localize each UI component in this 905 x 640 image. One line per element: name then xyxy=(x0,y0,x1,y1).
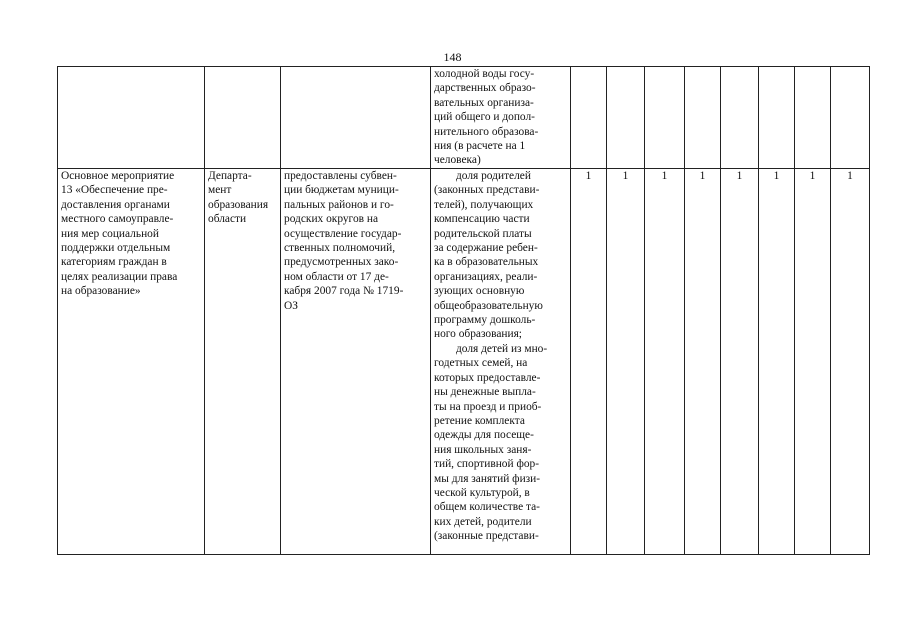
value-cell-empty xyxy=(645,67,685,169)
program-table xyxy=(57,66,870,555)
text-line: ного образования; xyxy=(434,328,522,341)
executor-cell xyxy=(205,169,281,555)
executor-text xyxy=(208,169,277,227)
text-line: вательных организа- xyxy=(434,96,534,109)
text-line: ты на проезд и приоб- xyxy=(434,400,542,413)
text-line: зующих основную xyxy=(434,285,525,298)
text-line: ка в образовательных xyxy=(434,256,539,269)
value-cell-empty xyxy=(685,67,721,169)
text-line: тий, спортивной фор- xyxy=(434,458,540,471)
text-line: мы для занятий физи- xyxy=(434,472,541,485)
value-cell-5: 1 xyxy=(721,169,759,555)
text-line: ких детей, родители xyxy=(434,515,532,528)
text-line: 13 «Обеспечение пре- xyxy=(61,184,168,197)
value-cell-2: 1 xyxy=(607,169,645,555)
text-line: поддержки отдельным xyxy=(61,242,171,255)
value-cell-empty xyxy=(607,67,645,169)
text-line: ОЗ xyxy=(284,299,298,312)
text-line: предоставлены субвен- xyxy=(284,170,397,182)
text-line: общеобразовательную xyxy=(434,299,543,312)
text-line: программу дошколь- xyxy=(434,314,536,327)
value-cell-6: 1 xyxy=(759,169,795,555)
executor-cell-empty xyxy=(205,67,281,169)
text-line: кабря 2007 года № 1719- xyxy=(284,285,404,298)
value-cell-3: 1 xyxy=(645,169,685,555)
text-line: ном области от 17 де- xyxy=(284,270,389,283)
text-line: ния мер социальной xyxy=(61,227,159,240)
value-cell-7: 1 xyxy=(795,169,831,555)
text-line: организациях, реали- xyxy=(434,270,538,283)
text-line: ственных полномочий, xyxy=(284,242,396,255)
value-cell-empty xyxy=(795,67,831,169)
text-line: ретение комплекта xyxy=(434,414,525,427)
activity-text xyxy=(61,169,201,299)
text-line: нительного образова- xyxy=(434,125,539,138)
text-line: образования xyxy=(208,198,269,211)
value-cell-empty xyxy=(571,67,607,169)
text-line: области xyxy=(208,213,247,226)
text-line: местного самоуправле- xyxy=(61,213,174,226)
result-cell-empty xyxy=(281,67,431,169)
text-line: (законные представи- xyxy=(434,530,539,543)
table-row-activity-13 xyxy=(58,169,870,555)
text-line: человека) xyxy=(434,154,481,167)
value-cell-1: 1 xyxy=(571,169,607,555)
text-line: Основное мероприятие xyxy=(61,170,175,182)
result-text xyxy=(284,169,427,313)
text-line: категориям граждан в xyxy=(61,256,167,269)
text-line: предусмотренных зако- xyxy=(284,256,399,269)
value-cell-empty xyxy=(831,67,870,169)
text-line: дарственных образо- xyxy=(434,82,536,95)
text-line: пальных районов и го- xyxy=(284,198,394,211)
indicator-lines xyxy=(434,67,567,168)
value-cell-4: 1 xyxy=(685,169,721,555)
text-line: ций общего и допол- xyxy=(434,111,535,124)
text-line: ции бюджетам муници- xyxy=(284,184,399,197)
text-line: целях реализации права xyxy=(61,270,178,283)
text-line: на образование» xyxy=(61,285,141,298)
text-line: доля детей из мно- xyxy=(456,342,548,355)
text-line: мент xyxy=(208,184,232,197)
text-line: за содержание ребен- xyxy=(434,242,538,255)
text-line: ческой культурой, в xyxy=(434,486,530,499)
text-line: холодной воды госу- xyxy=(434,68,535,80)
table-row-continued xyxy=(58,67,870,169)
text-line: родительской платы xyxy=(434,227,532,240)
text-line: телей), получающих xyxy=(434,198,534,211)
text-line: доля родителей xyxy=(456,170,531,182)
activity-cell xyxy=(58,169,205,555)
indicator-cell xyxy=(431,169,571,555)
text-line: осуществление государ- xyxy=(284,227,402,240)
text-line: (законных представи- xyxy=(434,184,540,197)
text-line: годетных семей, на xyxy=(434,357,528,370)
text-line: компенсацию части xyxy=(434,213,530,226)
text-line: которых предоставле- xyxy=(434,371,541,384)
page-number: 148 xyxy=(443,50,462,64)
value-cell-empty xyxy=(759,67,795,169)
text-line: ны денежные выпла- xyxy=(434,386,536,399)
text-line: Департа- xyxy=(208,170,252,182)
text-line: общем количестве та- xyxy=(434,501,540,514)
result-cell xyxy=(281,169,431,555)
text-line: ния (в расчете на 1 xyxy=(434,140,526,153)
text-line: ния школьных заня- xyxy=(434,443,532,456)
value-cell-empty xyxy=(721,67,759,169)
value-cell-8: 1 xyxy=(831,169,870,555)
indicator-cell-continued xyxy=(431,67,571,169)
activity-cell-empty xyxy=(58,67,205,169)
text-line: одежды для посеще- xyxy=(434,429,534,442)
indicator-paragraph-2 xyxy=(434,342,567,544)
text-line: доставления органами xyxy=(61,198,170,211)
text-line: родских округов на xyxy=(284,213,379,226)
indicator-paragraph-1 xyxy=(434,169,567,342)
